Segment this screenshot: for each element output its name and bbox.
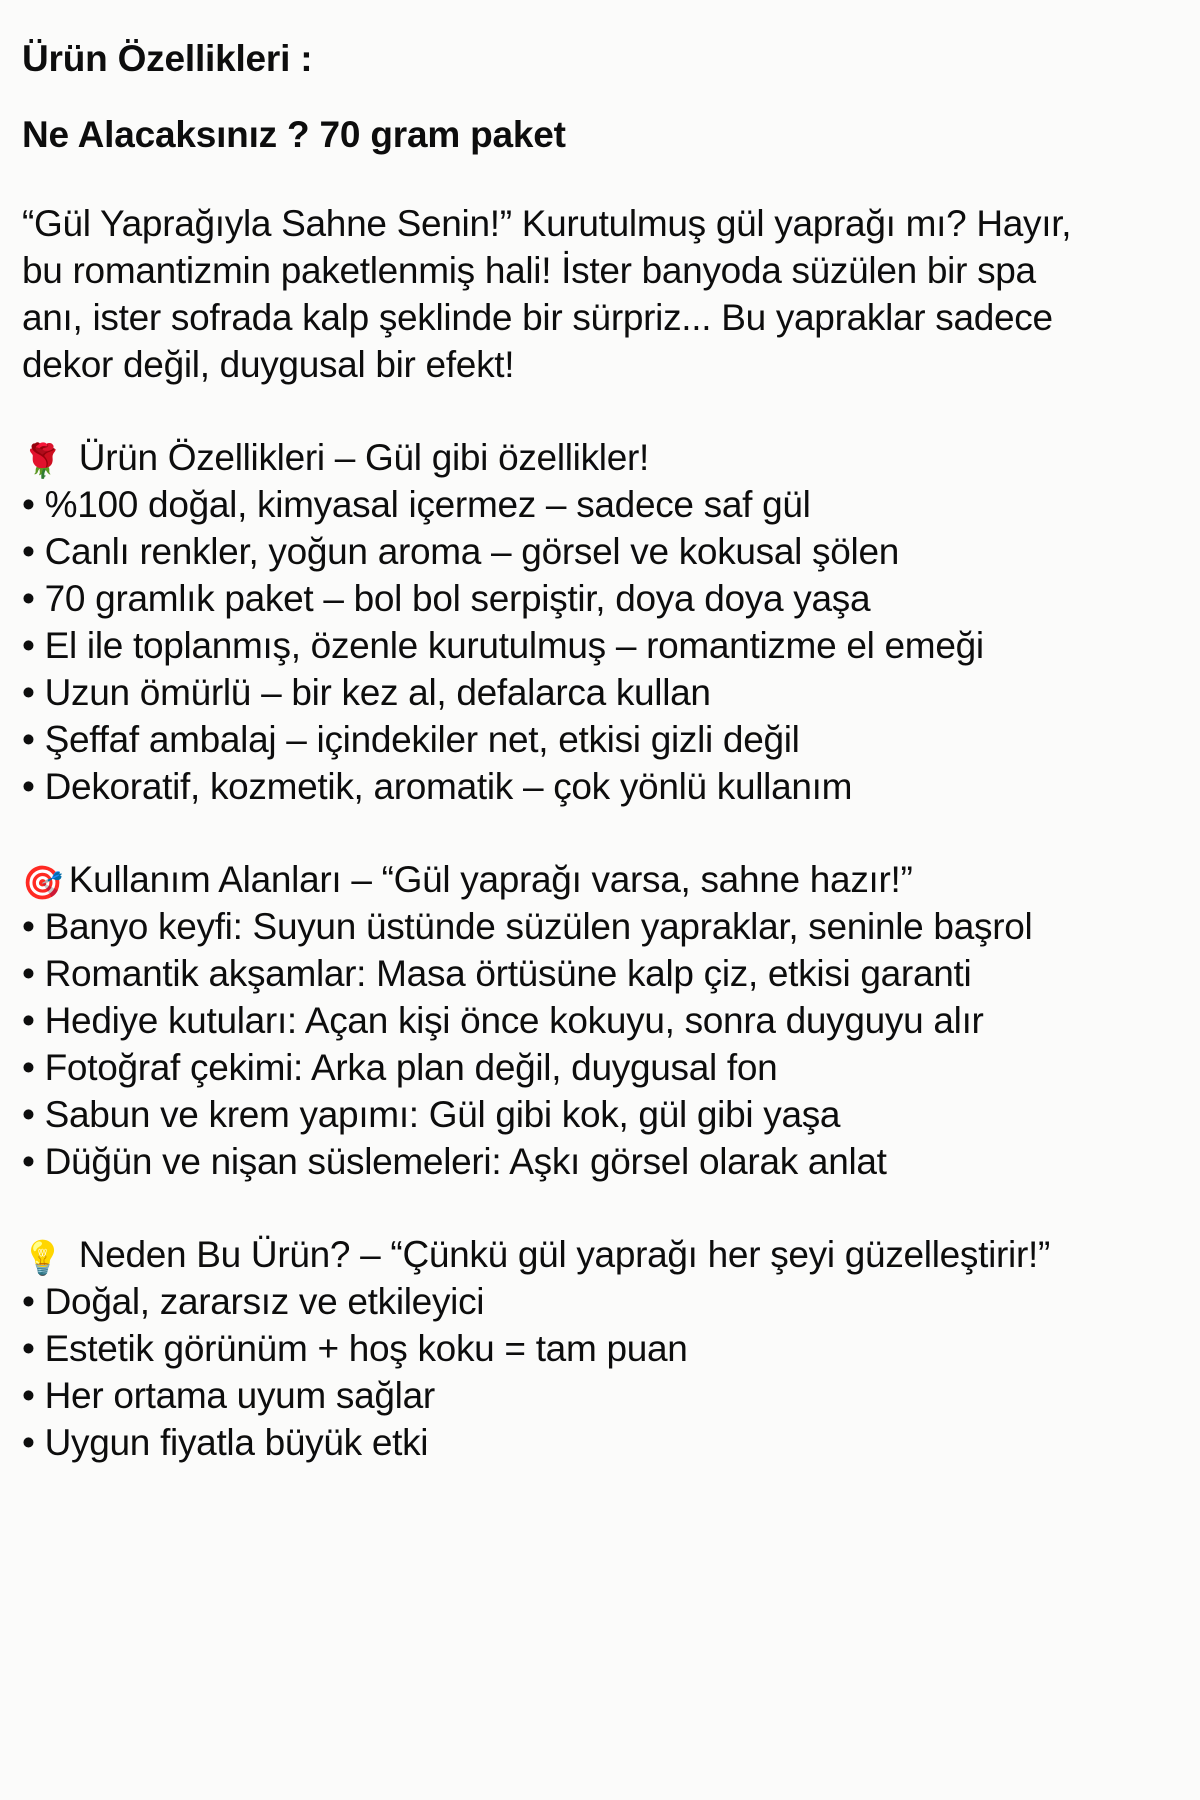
list-item: • Düğün ve nişan süslemeleri: Aşkı görsel olarak anlat bbox=[22, 1141, 887, 1182]
spacer bbox=[22, 388, 1172, 434]
intro-paragraph: “Gül Yaprağıyla Sahne Senin!” Kurutulmuş gül yaprağı mı? Hayır, bu romantizmin paketlenmiş hali! İster banyoda süzülen bir spa anı, ister sofrada kalp şeklinde bir sürpriz... Bu yapraklar sadece dekor değil, duygusal bir efekt! bbox=[22, 203, 1072, 385]
list-item: • Estetik görünüm + hoş koku = tam puan bbox=[22, 1328, 688, 1369]
section-heading-text: Kullanım Alanları – “Gül yaprağı varsa, sahne hazır!” bbox=[68, 859, 913, 900]
list-item: • Doğal, zararsız ve etkileyici bbox=[22, 1281, 485, 1322]
lightbulb-emoji: 💡 bbox=[22, 1238, 63, 1277]
section-neden-bu-urun bbox=[22, 1231, 1172, 1466]
spacer bbox=[22, 1185, 1172, 1231]
list-item: • Canlı renkler, yoğun aroma – görsel ve kokusal şölen bbox=[22, 531, 900, 572]
spacer bbox=[22, 160, 1172, 200]
list-item: • Uygun fiyatla büyük etki bbox=[22, 1422, 429, 1463]
rose-emoji: 🌹 bbox=[22, 441, 63, 480]
list-item: • Dekoratif, kozmetik, aromatik – çok yönlü kullanım bbox=[22, 766, 853, 807]
list-item: • Her ortama uyum sağlar bbox=[22, 1375, 435, 1416]
list-item: • 70 gramlık paket – bol bol serpiştir, doya doya yaşa bbox=[22, 578, 871, 619]
list-item: • %100 doğal, kimyasal içermez – sadece saf gül bbox=[22, 484, 811, 525]
section-heading-text: Ürün Özellikleri – Gül gibi özellikler! bbox=[68, 437, 649, 478]
section-heading bbox=[22, 434, 1074, 481]
spacer bbox=[22, 810, 1172, 856]
list-item: • Sabun ve krem yapımı: Gül gibi kok, gül gibi yaşa bbox=[22, 1094, 841, 1135]
heading-ne-alacaksiniz: Ne Alacaksınız ? 70 gram paket bbox=[22, 114, 566, 155]
section-heading bbox=[22, 856, 1074, 903]
benefit-list bbox=[22, 1278, 1172, 1466]
section-urun-ozellikleri bbox=[22, 434, 1172, 810]
list-item: • Banyo keyfi: Suyun üstünde süzülen yapraklar, seninle başrol bbox=[22, 906, 1033, 947]
list-item: • Hediye kutuları: Açan kişi önce kokuyu, sonra duyguyu alır bbox=[22, 1000, 984, 1041]
section-kullanim-alanlari bbox=[22, 856, 1172, 1185]
section-heading bbox=[22, 1231, 1074, 1278]
list-item: • Romantik akşamlar: Masa örtüsüne kalp çiz, etkisi garanti bbox=[22, 953, 972, 994]
target-emoji: 🎯 bbox=[22, 863, 63, 902]
page-title-urun-ozellikleri: Ürün Özellikleri : bbox=[22, 38, 313, 79]
usage-list bbox=[22, 903, 1172, 1185]
list-item: • Uzun ömürlü – bir kez al, defalarca kullan bbox=[22, 672, 711, 713]
list-item: • El ile toplanmış, özenle kurutulmuş – romantizme el emeği bbox=[22, 625, 984, 666]
feature-list bbox=[22, 481, 1172, 810]
list-item: • Fotoğraf çekimi: Arka plan değil, duygusal fon bbox=[22, 1047, 778, 1088]
list-item: • Şeffaf ambalaj – içindekiler net, etkisi gizli değil bbox=[22, 719, 800, 760]
section-heading-text: Neden Bu Ürün? – “Çünkü gül yaprağı her şeyi güzelleştirir!” bbox=[68, 1234, 1050, 1275]
spacer bbox=[22, 84, 1172, 110]
